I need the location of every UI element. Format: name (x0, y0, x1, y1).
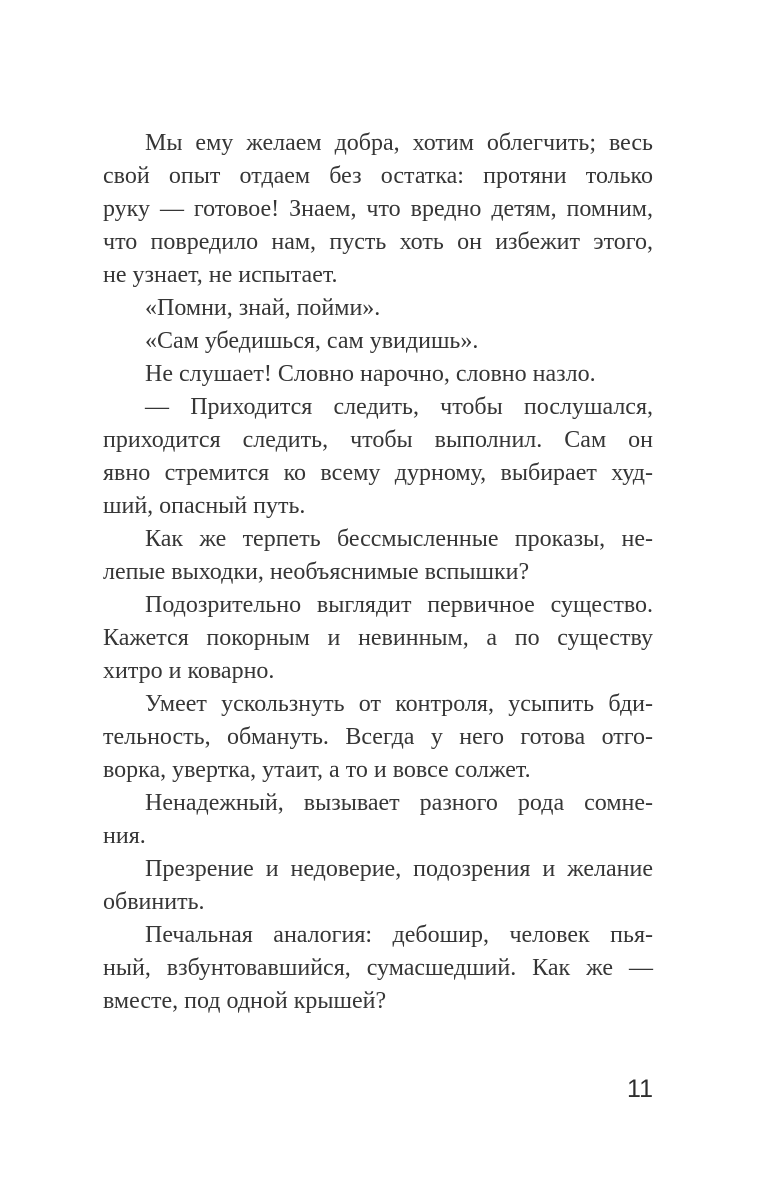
paragraph (103, 358, 653, 391)
text-line: Не слушает! Словно нарочно, словно назло. (145, 361, 596, 387)
text-line: Печальная аналогия: дебошир, человек пья- (145, 922, 653, 948)
text-line: Мы ему желаем добра, хотим облегчить; весь (145, 130, 653, 156)
text-line: явно стремится ко всему дурному, выбирает худ- (103, 460, 653, 486)
text-line: что повредило нам, пусть хоть он избежит этого, (103, 229, 653, 255)
paragraph (103, 853, 653, 919)
paragraph (103, 523, 653, 589)
text-line: Как же терпеть бессмысленные проказы, не- (145, 526, 653, 552)
text-line: обвинить. (103, 889, 205, 915)
text-line: вместе, под одной крышей? (103, 988, 387, 1014)
text-line: приходится следить, чтобы выполнил. Сам он (103, 427, 653, 453)
text-line: ния. (103, 823, 146, 849)
paragraph (103, 127, 653, 292)
text-line: не узнает, не испытает. (103, 262, 338, 288)
text-line: — Приходится следить, чтобы послушался, (145, 394, 653, 420)
paragraph (103, 589, 653, 688)
paragraph (103, 787, 653, 853)
text-line: Презрение и недоверие, подозрения и желание (145, 856, 653, 882)
text-line: Ненадежный, вызывает разного рода сомне- (145, 790, 653, 816)
text-line: ший, опасный путь. (103, 493, 306, 519)
text-line: свой опыт отдаем без остатка: протяни только (103, 163, 653, 189)
paragraph (103, 919, 653, 1018)
text-line: хитро и коварно. (103, 658, 275, 684)
paragraph (103, 391, 653, 523)
page-number: 11 (627, 1075, 653, 1103)
paragraph (103, 325, 653, 358)
text-line: тельность, обмануть. Всегда у него готова отго- (103, 724, 653, 750)
text-line: ный, взбунтовавшийся, сумасшедший. Как же — (103, 955, 653, 981)
text-line: Умеет ускользнуть от контроля, усыпить бди- (145, 691, 653, 717)
text-line: руку — готовое! Знаем, что вредно детям, помним, (103, 196, 653, 222)
text-line: ворка, увертка, утаит, а то и вовсе солжет. (103, 757, 531, 783)
text-line: лепые выходки, необъяснимые вспышки? (103, 559, 530, 585)
page-text (103, 127, 653, 1018)
paragraph (103, 688, 653, 787)
text-line: «Сам убедишься, сам увидишь». (145, 328, 479, 354)
text-line: Подозрительно выглядит первичное существо. (145, 592, 653, 618)
text-line: «Помни, знай, пойми». (145, 295, 381, 321)
text-line: Кажется покорным и невинным, а по существу (103, 625, 653, 651)
paragraph (103, 292, 653, 325)
